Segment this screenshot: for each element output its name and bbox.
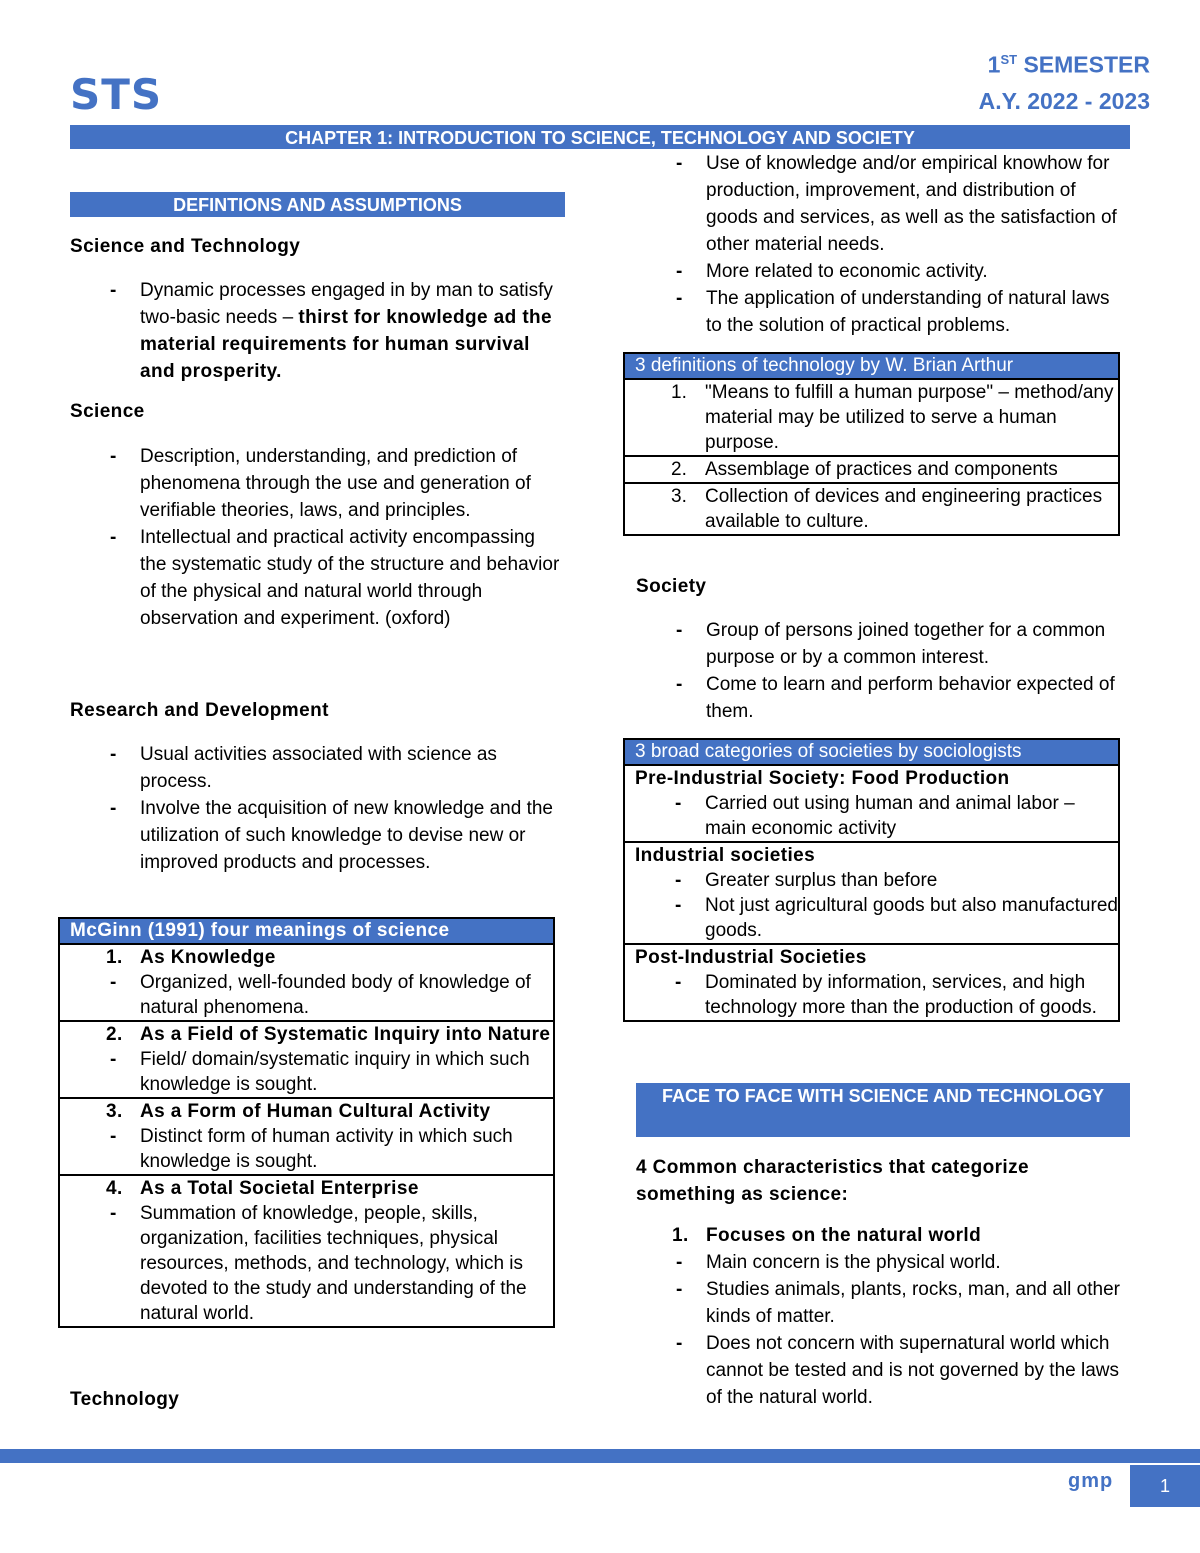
footer-line [0,1449,1200,1463]
list-item: 1. Focuses on the natural world [672,1225,982,1246]
list-item: - Main concern is the physical world. [636,1249,1126,1276]
section-definitions-title: DEFINTIONS AND ASSUMPTIONS [70,192,565,217]
list-item: - Come to learn and perform behavior expected of them. [636,671,1126,725]
list-item: - Group of persons joined together for a common purpose or by a common interest. [636,617,1126,671]
table-row: 3. Collection of devices and engineering practices available to culture. [671,486,1103,532]
table-row: 2. As a Field of Systematic Inquiry into Nature - Field/ domain/systematic inquiry in which such knowledge is sought. [60,1022,553,1099]
mcginn-meanings-table [58,917,555,1328]
table-row: Industrial societies - Greater surplus than before - Not just agricultural goods but also manufactured goods. [625,843,1118,945]
semester-info [960,42,1150,119]
list-item: - Description, understanding, and prediction of phenomena through the use and generation of verifiable theories, laws, and principles. [70,443,560,524]
science-list [70,443,560,632]
characteristics-heading: 4 Common characteristics that categorize something as science: [636,1157,1029,1205]
characteristic-1-list [636,1249,1126,1411]
society-list [636,617,1126,725]
academic-year: A.Y. 2022 - 2023 [978,87,1150,114]
footer-initials: gmp [1068,1470,1114,1492]
research-development-heading: Research and Development [70,700,329,721]
table-row: Pre-Industrial Society: Food Production - Carried out using human and animal labor – main economic activity [625,766,1118,843]
table-header: McGinn (1991) four meanings of science [60,919,553,945]
science-and-technology-list [70,277,565,385]
semester-label: 1ST SEMESTER [987,51,1150,78]
arthur-definitions-table [623,352,1120,536]
societies-table [623,738,1120,1022]
list-item: - More related to economic activity. [636,258,1126,285]
table-header: 3 definitions of technology by W. Brian Arthur [625,354,1118,380]
list-item: - Does not concern with supernatural world which cannot be tested and is not governed by the laws of the natural world. [636,1330,1126,1411]
table-row: 1. As Knowledge - Organized, well-founded body of knowledge of natural phenomena. [60,945,553,1022]
table-row: 1. "Means to fulfill a human purpose" – method/any material may be utilized to serve a human purpose. [625,380,1118,457]
technology-heading: Technology [70,1389,180,1410]
list-item: - Usual activities associated with science as process. [70,741,560,795]
list-item: - Use of knowledge and/or empirical knowhow for production, improvement, and distribution of goods and services, as well as the satisfaction of other material needs. [636,150,1126,258]
table-row: 4. As a Total Societal Enterprise - Summation of knowledge, people, skills, organization, facilities techniques, physical resources, methods, and technology, which is devoted to the study and understanding of the natural world. [60,1176,553,1326]
list-item: - The application of understanding of natural laws to the solution of practical problems. [636,285,1126,339]
list-item: - Dynamic processes engaged in by man to satisfy two-basic needs – thirst for knowledge ad the material requirements for human survival and prosperity. [70,277,565,385]
list-item: - Studies animals, plants, rocks, man, and all other kinds of matter. [636,1276,1126,1330]
list-item: - Intellectual and practical activity encompassing the systematic study of the structure and behavior of the physical and natural world through observation and experiment. (oxford) [70,524,560,632]
research-development-list [70,741,560,876]
sts-logo: STS [70,70,163,119]
characteristics-list [636,1222,1126,1249]
table-row: 3. As a Form of Human Cultural Activity - Distinct form of human activity in which such knowledge is sought. [60,1099,553,1176]
table-row: Post-Industrial Societies - Dominated by information, services, and high technology more than the production of goods. [625,945,1118,1020]
science-and-technology-heading: Science and Technology [70,236,301,257]
section-face-to-face-title: FACE TO FACE WITH SCIENCE AND TECHNOLOGY [636,1083,1130,1137]
society-heading: Society [636,576,707,597]
technology-list [636,150,1126,339]
table-header: 3 broad categories of societies by sociologists [625,740,1118,766]
list-item: - Involve the acquisition of new knowledge and the utilization of such knowledge to devise new or improved products and processes. [70,795,560,876]
page-number: 1 [1130,1465,1200,1507]
chapter-title: CHAPTER 1: INTRODUCTION TO SCIENCE, TECHNOLOGY AND SOCIETY [70,125,1130,149]
science-heading: Science [70,401,145,422]
table-row: 2. Assemblage of practices and components [625,457,1118,484]
